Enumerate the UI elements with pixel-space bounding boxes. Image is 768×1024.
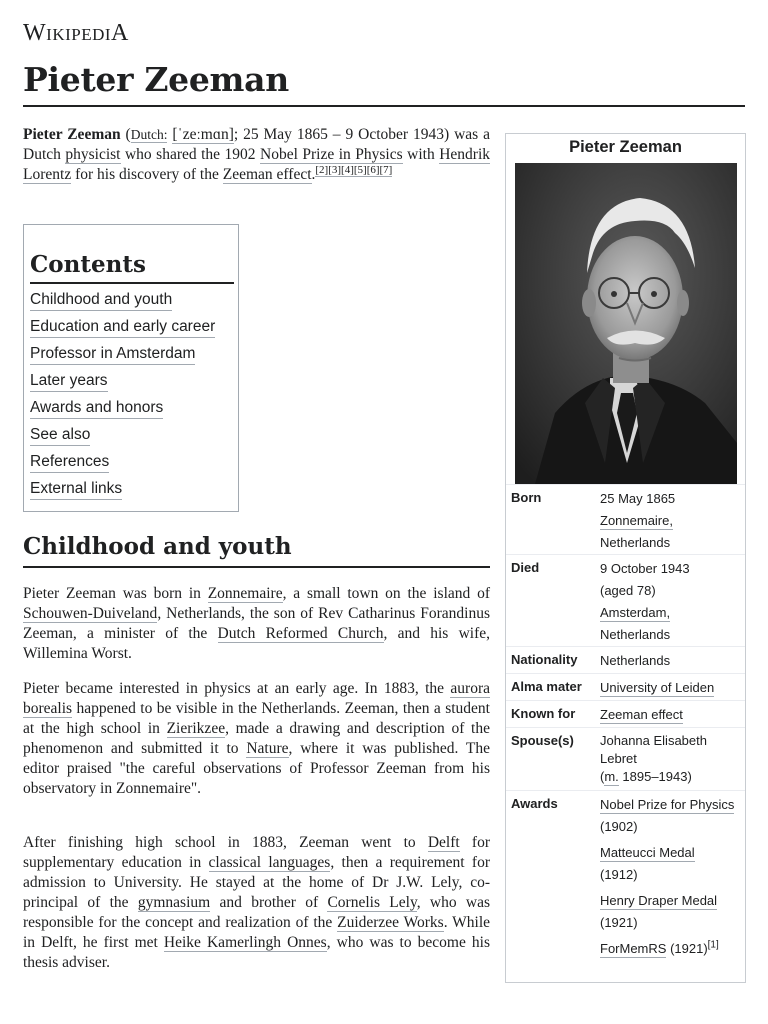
portrait-photo[interactable] bbox=[515, 163, 737, 484]
toc-item-awards[interactable]: Awards and honors bbox=[30, 398, 232, 425]
toc-item-see-also[interactable]: See also bbox=[30, 425, 232, 452]
portrait-image bbox=[515, 163, 737, 484]
toc-item-external-links[interactable]: External links bbox=[30, 479, 232, 506]
wikipedia-wordmark[interactable]: WIKIPEDIA bbox=[23, 20, 129, 46]
infobox-row-died: Died 9 October 1943 (aged 78) Amsterdam, Netherlands bbox=[506, 554, 745, 647]
henry-draper-medal-link[interactable]: Henry Draper Medal bbox=[600, 893, 718, 908]
schouwen-duiveland-link[interactable]: Schouwen-Duiveland bbox=[23, 605, 158, 622]
married-abbr[interactable]: m. bbox=[604, 769, 619, 784]
table-of-contents bbox=[23, 224, 239, 512]
infobox bbox=[505, 133, 746, 983]
ipa-link[interactable]: [ˈzeːmɑn] bbox=[172, 126, 234, 143]
toc-item-later-years[interactable]: Later years bbox=[30, 371, 232, 398]
award-reference-link[interactable]: [1] bbox=[707, 939, 719, 951]
dutch-reformed-church-link[interactable]: Dutch Reformed Church bbox=[217, 625, 384, 642]
heike-kamerlingh-onnes-link[interactable]: Heike Kamerlingh Onnes bbox=[163, 934, 327, 951]
infobox-row-born: Born 25 May 1865 Zonnemaire, Netherlands bbox=[506, 484, 745, 555]
known-for-zeeman-effect-link[interactable]: Zeeman effect bbox=[600, 707, 683, 722]
reference-links[interactable]: [2][3][4][5][6][7] bbox=[315, 163, 393, 176]
infobox-row-spouse: Spouse(s) Johanna Elisabeth Lebret (m. 1895–1943) bbox=[506, 727, 745, 791]
section-heading-childhood: Childhood and youth bbox=[23, 533, 490, 568]
zeeman-effect-link[interactable]: Zeeman effect bbox=[222, 166, 312, 183]
toc-item-professor[interactable]: Professor in Amsterdam bbox=[30, 344, 232, 371]
paragraph-delft: After finishing high school in 1883, Zeeman went to Delft for supplementary education in classical languages, then a requirement for admission to University. He stayed at the home of Dr J.W. Lely, co-principal of the gymnasium and brother of Cornelis Lely, who was responsible for the concept and realization of the Zuiderzee Works. While in Delft, he first met Heike Kamerlingh Onnes, who was to become his thesis adviser. bbox=[23, 834, 491, 971]
born-place-link[interactable]: Zonnemaire, bbox=[600, 513, 673, 528]
gymnasium-link[interactable]: gymnasium bbox=[137, 894, 211, 911]
physicist-link[interactable]: physicist bbox=[65, 146, 121, 163]
zierikzee-link[interactable]: Zierikzee bbox=[166, 720, 226, 737]
infobox-row-awards: Awards Nobel Prize for Physics (1902) Matteucci Medal (1912) Henry Draper Medal (1921) ForMemRS (1921)[1] bbox=[506, 790, 745, 983]
formemrs-link[interactable]: ForMemRS bbox=[600, 941, 667, 956]
infobox-row-nationality: Nationality Netherlands bbox=[506, 646, 745, 674]
nobel-prize-award-link[interactable]: Nobel Prize for Physics bbox=[600, 797, 735, 812]
cornelis-lely-link[interactable]: Cornelis Lely bbox=[327, 894, 417, 911]
infobox-row-known-for: Known for Zeeman effect bbox=[506, 700, 745, 728]
lead-paragraph: Pieter Zeeman (Dutch: [ˈzeːmɑn]; 25 May 1865 – 9 October 1943) was a Dutch physicist who shared the 1902 Nobel Prize in Physics with Hendrik Lorentz for his discovery of the Zeeman effect.[2][3][4][5][6][7] bbox=[23, 126, 490, 183]
lorentz-link[interactable]: Hendrik Lorentz bbox=[23, 146, 490, 183]
classical-languages-link[interactable]: classical languages bbox=[208, 854, 331, 871]
nature-link[interactable]: Nature bbox=[246, 740, 289, 757]
delft-link[interactable]: Delft bbox=[427, 834, 460, 851]
page-title: Pieter Zeeman bbox=[23, 60, 745, 107]
toc-item-childhood[interactable]: Childhood and youth bbox=[30, 290, 232, 317]
zuiderzee-works-link[interactable]: Zuiderzee Works bbox=[337, 914, 444, 931]
paragraph-birth: Pieter Zeeman was born in Zonnemaire, a small town on the island of Schouwen-Duiveland, Netherlands, the son of Rev Catharinus Forandinus Zeeman, a minister of the Dutch Reformed Church, and his wife, Willemina Worst. bbox=[23, 585, 490, 662]
nobel-prize-link[interactable]: Nobel Prize in Physics bbox=[260, 146, 403, 163]
toc-item-education[interactable]: Education and early career bbox=[30, 317, 232, 344]
dutch-language-link[interactable]: Dutch: bbox=[130, 127, 168, 142]
zonnemaire-link[interactable]: Zonnemaire bbox=[207, 585, 283, 602]
infobox-title: Pieter Zeeman bbox=[569, 138, 682, 156]
toc-item-references[interactable]: References bbox=[30, 452, 232, 479]
university-of-leiden-link[interactable]: University of Leiden bbox=[600, 680, 715, 695]
infobox-row-alma-mater: Alma mater University of Leiden bbox=[506, 673, 745, 701]
matteucci-medal-link[interactable]: Matteucci Medal bbox=[600, 845, 695, 860]
aurora-borealis-link[interactable]: aurora borealis bbox=[23, 680, 490, 717]
paragraph-aurora: Pieter became interested in physics at an early age. In 1883, the aurora borealis happened to be visible in the Netherlands. Zeeman, then a student at the high school in Zierikzee, made a drawing and description of the phenomenon and submitted it to Nature, where it was published. The editor praised "the careful observations of Professor Zeeman from his observatory in Zonnemaire". bbox=[23, 680, 490, 797]
toc-title: Contents bbox=[30, 251, 234, 284]
died-place-link[interactable]: Amsterdam, bbox=[600, 605, 671, 620]
